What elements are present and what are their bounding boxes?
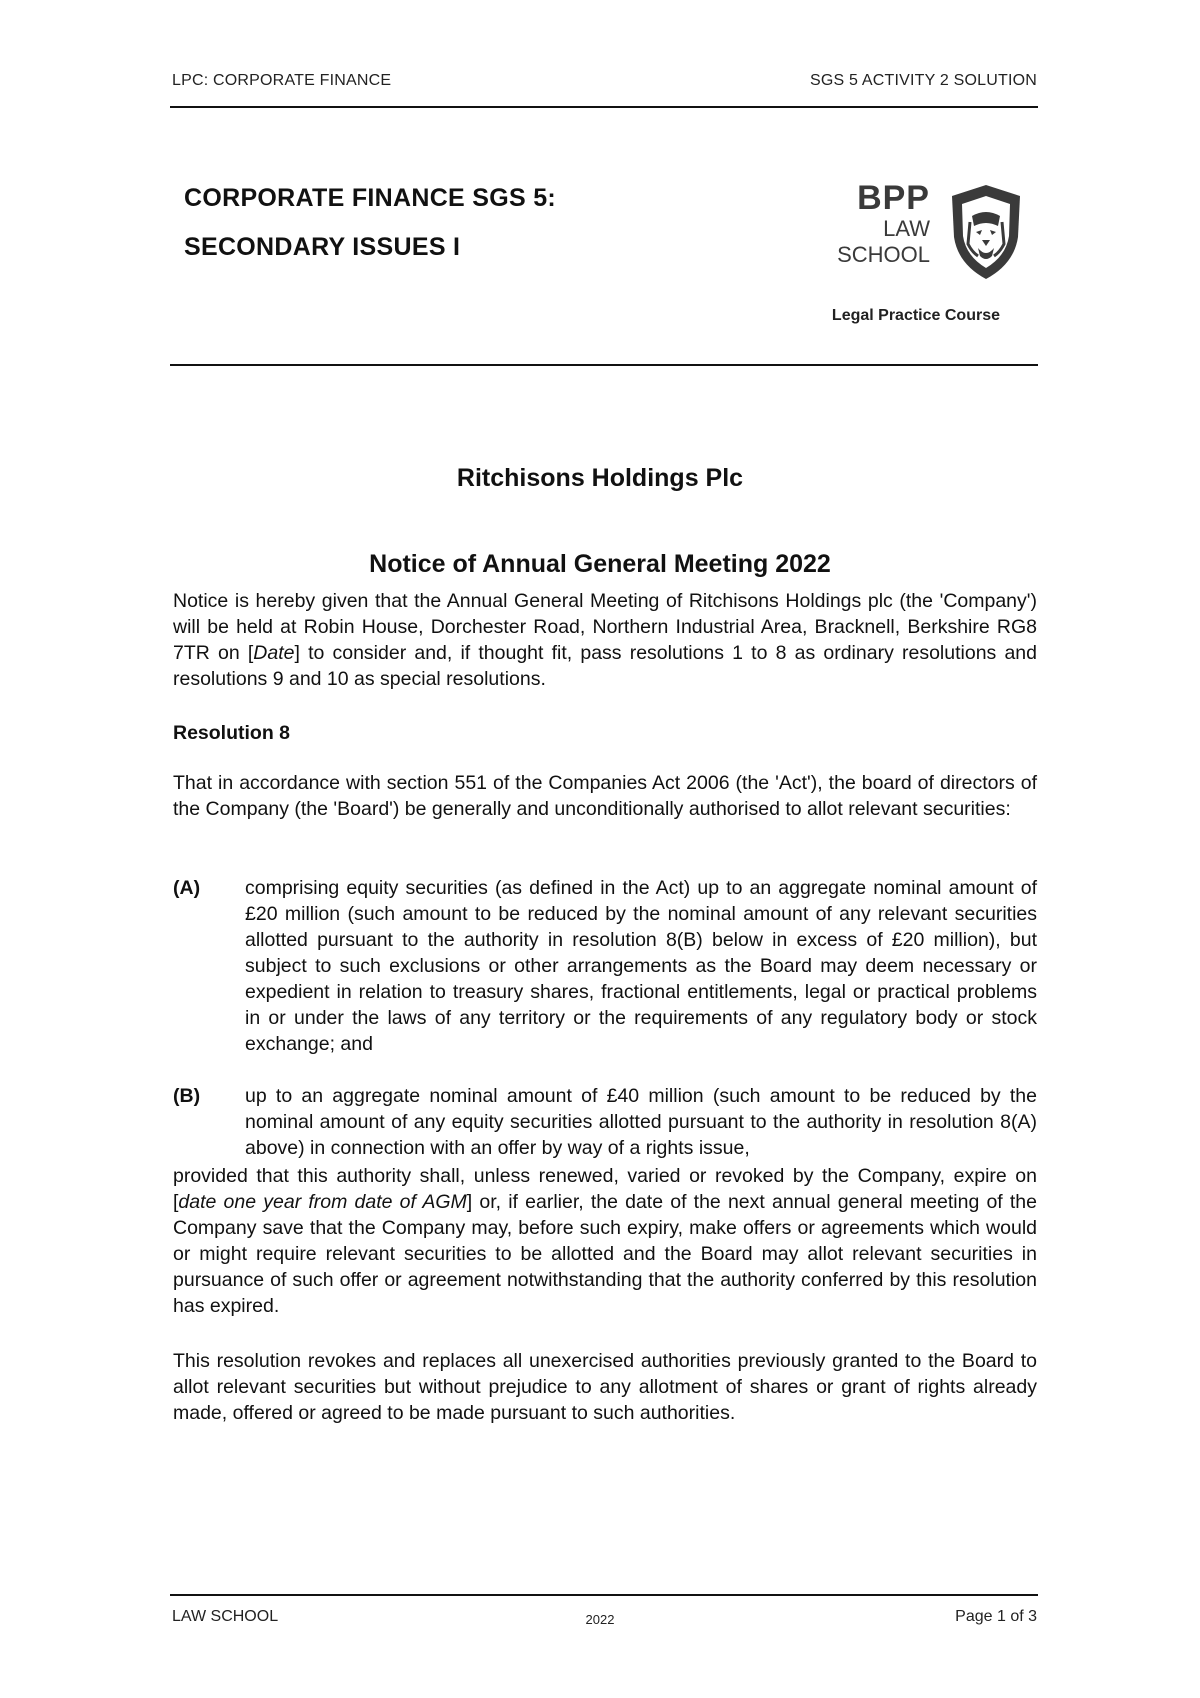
bpp-logo (830, 180, 1030, 290)
title-line-2: SECONDARY ISSUES I (184, 233, 461, 261)
list-item-text: up to an aggregate nominal amount of £40 million (such amount to be reduced by the nominal amount of any equity securities allotted pursuant to the authority in resolution 8(A) above) in connection with an offer by way of a rights issue, (245, 1085, 1037, 1159)
intro-paragraph (173, 588, 1037, 692)
intro-text-end: ] to consider and, if thought fit, pass resolutions 1 to 8 as ordinary resolutions and resolutions 9 and 10 as special resolutions. (173, 642, 1037, 690)
header-course-title: LPC: CORPORATE FINANCE (172, 72, 392, 89)
page-number: Page 1 of 3 (955, 1608, 1037, 1625)
header-activity-title: SGS 5 ACTIVITY 2 SOLUTION (810, 72, 1037, 89)
list-item-label: (A) (173, 877, 201, 899)
footer-left: LAW SCHOOL (172, 1608, 279, 1625)
title-rule (170, 364, 1038, 366)
course-label: Legal Practice Course (831, 307, 1000, 324)
list-item-label: (B) (173, 1085, 201, 1107)
footer-rule (170, 1594, 1038, 1596)
logo-wordmark (830, 180, 930, 268)
proviso-date-placeholder: date one year from date of AGM (178, 1191, 467, 1213)
list-item-text: comprising equity securities (as defined in the Act) up to an aggregate nominal amount of £20 million (such amount to be reduced by the nominal amount of any relevant securities allotted pursuant to the authority in resolution 8(B) below in excess of £20 million), but subject to such exclusions or other arrangements as the Board may deem necessary or expedient in relation to treasury shares, fractional entitlements, legal or practical problems in or under the laws of any territory or the requirements of any regulatory body or stock exchange; and (245, 877, 1037, 1055)
logo-school: SCHOOL (837, 242, 930, 267)
lion-shield-icon (948, 182, 1024, 282)
notice-heading: Notice of Annual General Meeting 2022 (369, 550, 831, 578)
header-rule (170, 106, 1038, 108)
intro-date-placeholder: Date (253, 642, 295, 664)
proviso-text-start: provided that this authority shall, unless renewed, varied or revoked by the Company, expire on [ (173, 1165, 1037, 1213)
footer-year: 2022 (585, 1612, 615, 1627)
logo-brand: BPP (857, 179, 930, 217)
proviso-paragraph (173, 1163, 1037, 1319)
document-title (184, 184, 556, 282)
resolution-intro: That in accordance with section 551 of the Companies Act 2006 (the 'Act'), the board of directors of the Company (the 'Board') be generally and unconditionally authorised to allot relevant securities: (173, 772, 1037, 820)
proviso-text-end: ] or, if earlier, the date of the next annual general meeting of the Company save that the Company may, before such expiry, make offers or agreements which would or might require relevant securities to be allotted and the Board may allot relevant securities in pursuance of such offer or agreement notwithstanding that the authority conferred by this resolution has expired. (173, 1191, 1037, 1317)
title-line-1: CORPORATE FINANCE SGS 5: (184, 184, 557, 212)
company-heading: Ritchisons Holdings Plc (456, 464, 744, 492)
revocation-paragraph: This resolution revokes and replaces all unexercised authorities previously granted to the Board to allot relevant securities but without prejudice to any allotment of shares or grant of rights already made, offered or agreed to be made pursuant to such authorities. (173, 1350, 1037, 1424)
resolution-heading: Resolution 8 (173, 722, 291, 744)
logo-law: LAW (883, 216, 930, 241)
intro-text-start: Notice is hereby given that the Annual General Meeting of Ritchisons Holdings plc (the 'Company') will be held at Robin House, Dorchester Road, Northern Industrial Area, Bracknell, Berkshire RG8 7TR on [ (173, 590, 1037, 664)
